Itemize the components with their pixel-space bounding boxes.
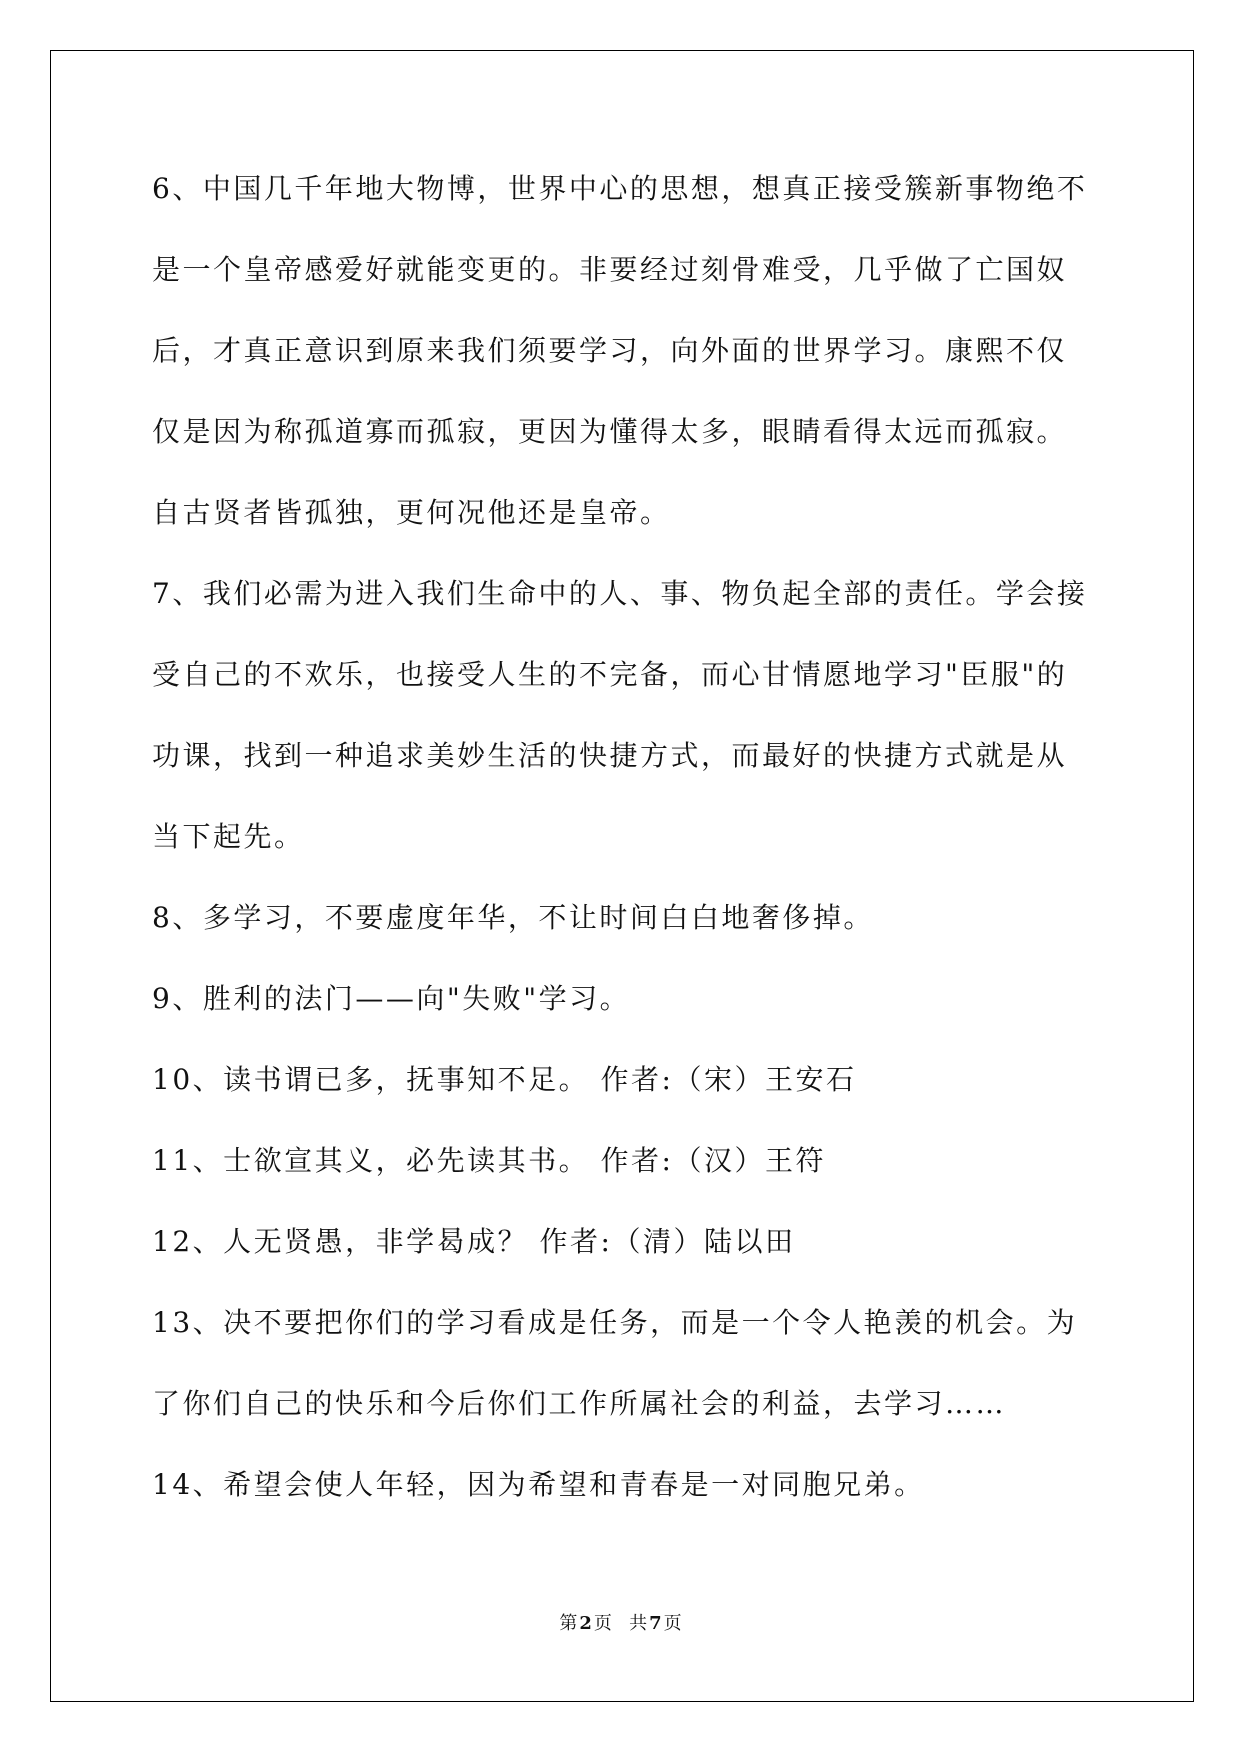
text-line: 功课，找到一种追求美妙生活的快捷方式，而最好的快捷方式就是从 — [152, 739, 1068, 772]
current-page-number: 2 — [579, 1613, 592, 1634]
document-body — [152, 164, 1092, 1541]
text-line: 9、胜利的法门——向"失败"学习。 — [152, 982, 631, 1015]
text-line: 仅是因为称孤道寡而孤寂，更因为懂得太多，眼睛看得太远而孤寂。 — [152, 415, 1068, 448]
text-line: 受自己的不欢乐，也接受人生的不完备，而心甘情愿地学习"臣服"的 — [152, 658, 1068, 691]
text-line: 了你们自己的快乐和今后你们工作所属社会的利益，去学习…… — [152, 1387, 1007, 1420]
text-line: 12、人无贤愚，非学曷成？ 作者:（清）陆以田 — [152, 1225, 796, 1258]
total-page-number: 7 — [649, 1613, 662, 1634]
page-footer — [0, 1609, 1241, 1635]
text-line: 10、读书谓已多，抚事知不足。 作者:（宋）王安石 — [152, 1063, 857, 1096]
text-line: 14、希望会使人年轻，因为希望和青春是一对同胞兄弟。 — [152, 1468, 925, 1501]
text-line: 7、我们必需为进入我们生命中的人、事、物负起全部的责任。学会接 — [152, 577, 1088, 610]
text-line: 当下起先。 — [152, 820, 305, 853]
footer-suffix: 页 — [663, 1613, 682, 1634]
footer-prefix: 第 — [559, 1613, 578, 1634]
text-line: 11、士欲宣其义，必先读其书。 作者:（汉）王符 — [152, 1144, 826, 1177]
text-line: 是一个皇帝感爱好就能变更的。非要经过刻骨难受，几乎做了亡国奴 — [152, 253, 1068, 286]
text-line: 13、决不要把你们的学习看成是任务，而是一个令人艳羡的机会。为 — [152, 1306, 1078, 1339]
text-line: 自古贤者皆孤独，更何况他还是皇帝。 — [152, 496, 671, 529]
text-line: 8、多学习，不要虚度年华，不让时间白白地奢侈掉。 — [152, 901, 874, 934]
text-line: 后，才真正意识到原来我们须要学习，向外面的世界学习。康熙不仅 — [152, 334, 1068, 367]
footer-mid: 页 共 — [593, 1613, 648, 1634]
text-line: 6、中国几千年地大物博，世界中心的思想，想真正接受簇新事物绝不 — [152, 172, 1088, 205]
